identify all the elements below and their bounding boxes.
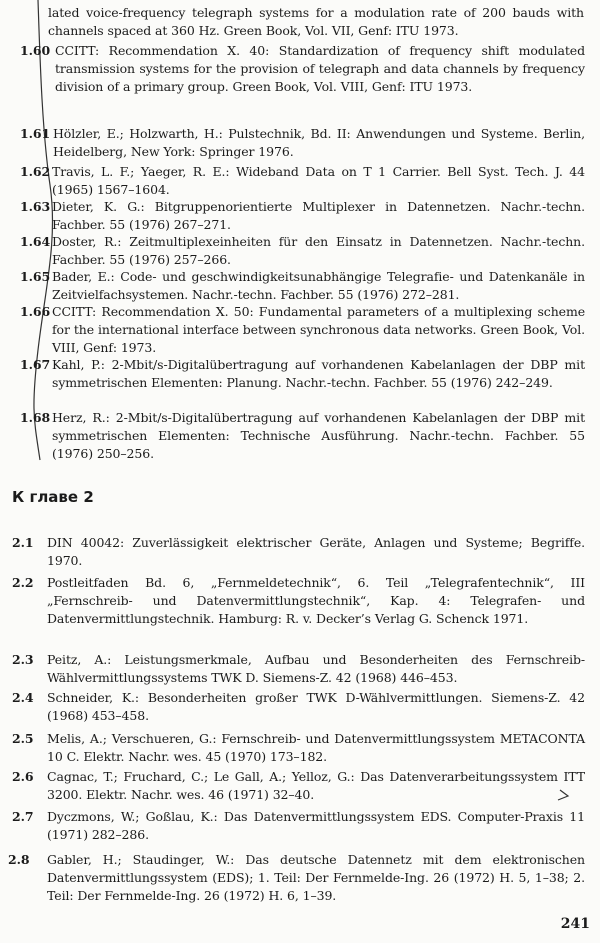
reference-text: Doster, R.: Zeitmultiplexeinheiten für den Einsatz in Datennetzen. Nachr.-techn. Fachber. 55 (1976) 257–266. [52, 234, 585, 267]
reference-text: Postleitfaden Bd. 6, „Fernmeldetechnik“, 6. Teil „Telegrafentechnik“, III „Fernschreib- und Datenvermittlungstechnik“, Kap. 4: Telegrafen- und Datenvermittlungstechnik. Hamburg: R. v. Decker’s Verlag G. Schenck 1971. [47, 575, 585, 626]
reference-number: 1.66 [20, 304, 51, 319]
reference-number: 2.3 [12, 652, 34, 667]
reference-text: Herz, R.: 2-Mbit/s-Digitalübertragung auf vorhandenen Kabelanlagen der DBP mit symmetrischen Elementen: Technische Ausführung. Nachr.-techn. Fachber. 55 (1976) 250–256. [52, 410, 585, 461]
reference-text: Travis, L. F.; Yaeger, R. E.: Wideband Data on T 1 Carrier. Bell Syst. Tech. J. 44 (1965) 1567–1604. [52, 164, 585, 197]
reference-text: Cagnac, T.; Fruchard, C.; Le Gall, A.; Yelloz, G.: Das Datenverarbeitungssystem ITT 3200. Elektr. Nachr. wes. 46 (1971) 32–40. [47, 769, 585, 802]
reference-text: CCITT: Recommendation X. 40: Standardization of frequency shift modulated transmission systems for the provision of telegraph and data channels by frequency division of a primary group. Green Book, Vol. VIII, Genf: ITU 1973. [55, 43, 585, 94]
reference-number: 1.64 [20, 234, 51, 249]
reference-text: Melis, A.; Verschueren, G.: Fernschreib- und Datenvermittlungssystem METACONTA 10 C. Elektr. Nachr. wes. 45 (1970) 173–182. [47, 731, 585, 764]
reference-number: 2.1 [12, 535, 34, 550]
reference-text: Gabler, H.; Staudinger, W.: Das deutsche Datennetz mit dem elektronischen Datenvermittlungssystem (EDS); 1. Teil: Der Fernmelde-Ing. 26 (1972) H. 5, 1–38; 2. Teil: Der Fernmelde-Ing. 26 (1972) H. 6, 1–39. [47, 852, 585, 903]
reference-number: 1.68 [20, 410, 51, 425]
page-number: 241 [560, 916, 590, 932]
reference-number: 2.4 [12, 690, 34, 705]
reference-text: Dieter, K. G.: Bitgruppenorientierte Multiplexer in Datennetzen. Nachr.-techn. Fachber. 55 (1976) 267–271. [52, 199, 585, 232]
reference-number: 2.7 [12, 809, 34, 824]
reference-number: 1.61 [20, 126, 51, 141]
reference-text: Bader, E.: Code- und geschwindigkeitsunabhängige Telegrafie- und Datenkanäle in Zeitvielfachsystemen. Nachr.-techn. Fachber. 55 (1976) 272–281. [52, 269, 585, 302]
reference-text: Schneider, K.: Besonderheiten großer TWK D-Wählvermittlungen. Siemens-Z. 42 (1968) 453–458. [47, 690, 585, 723]
section-heading: К главе 2 [12, 488, 94, 506]
reference-number: 1.60 [20, 43, 51, 58]
reference-text: DIN 40042: Zuverlässigkeit elektrischer Geräte, Anlagen und Systeme; Begriffe. 1970. [47, 535, 585, 568]
reference-number: 2.2 [12, 575, 34, 590]
reference-text: Peitz, A.: Leistungsmerkmale, Aufbau und Besonderheiten des Fernschreib-Wählvermittlungssystems TWK D. Siemens-Z. 42 (1968) 446–453. [47, 652, 585, 685]
reference-number: 2.6 [12, 769, 34, 784]
reference-number: 1.65 [20, 269, 51, 284]
reference-number: 1.67 [20, 357, 51, 372]
reference-number: 2.8 [8, 852, 30, 867]
reference-text: CCITT: Recommendation X. 50: Fundamental parameters of a multiplexing scheme for the international interface between synchronous data networks. Green Book, Vol. VIII, Genf: 1973. [52, 304, 585, 355]
reference-text: Kahl, P.: 2-Mbit/s-Digitalübertragung auf vorhandenen Kabelanlagen der DBP mit symmetrischen Elementen: Planung. Nachr.-techn. Fachber. 55 (1976) 242–249. [52, 357, 585, 390]
continuation-text: lated voice-frequency telegraph systems for a modulation rate of 200 bauds with channels spaced at 360 Hz. Green Book, Vol. VII, Genf: ITU 1973. [48, 5, 584, 38]
reference-text: Dyczmons, W.; Goßlau, K.: Das Datenvermittlungssystem EDS. Computer-Praxis 11 (1971) 282–286. [47, 809, 585, 842]
reference-number: 1.62 [20, 164, 51, 179]
reference-number: 1.63 [20, 199, 51, 214]
reference-number: 2.5 [12, 731, 34, 746]
reference-text: Hölzler, E.; Holzwarth, H.: Pulstechnik, Bd. II: Anwendungen und Systeme. Berlin, Heidelberg, New York: Springer 1976. [53, 126, 585, 159]
